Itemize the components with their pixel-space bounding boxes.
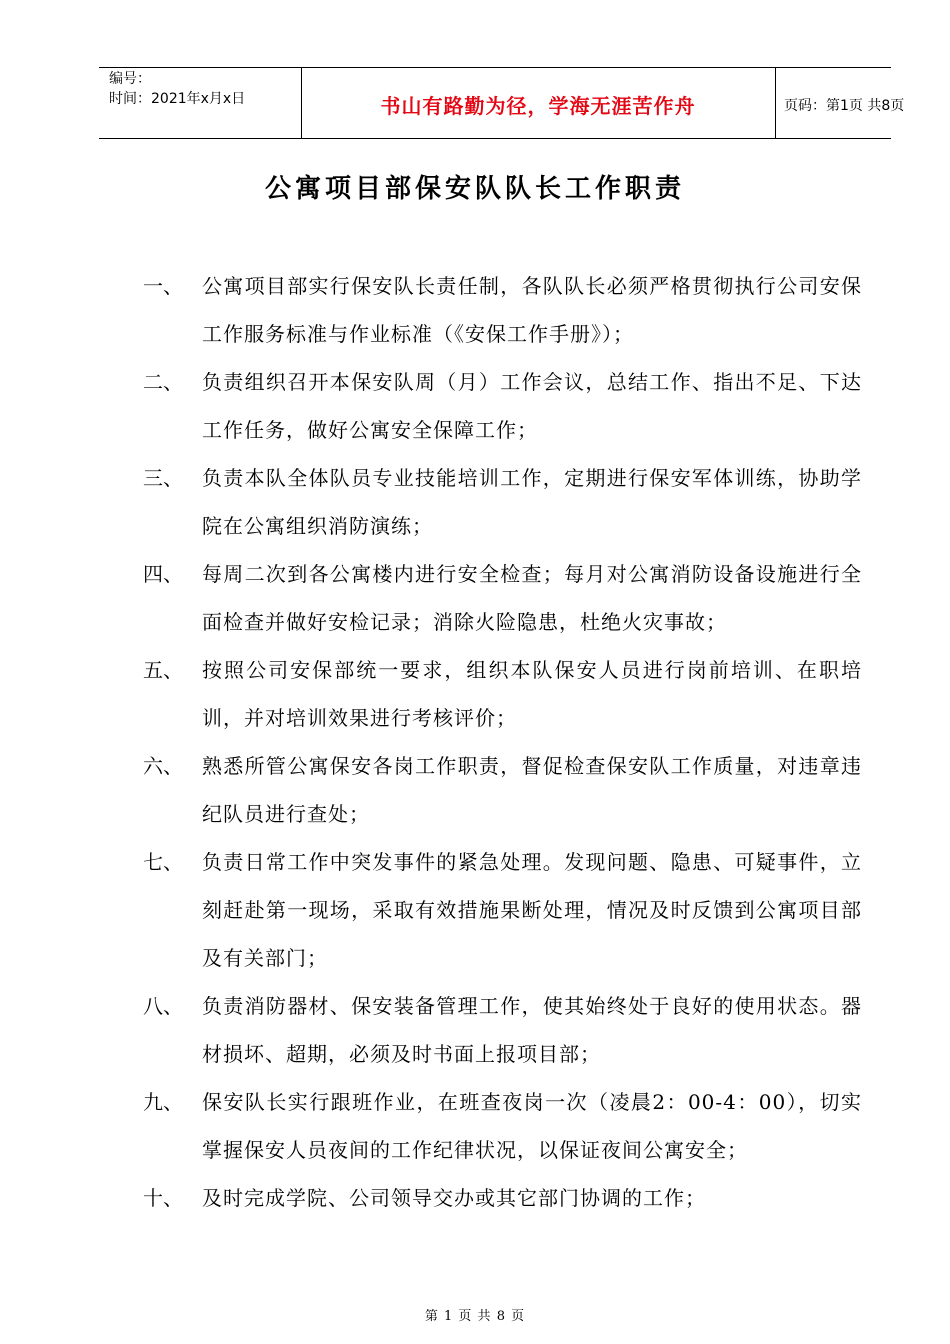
number-label: 编号： [109, 71, 151, 87]
item-number: 十、 [143, 1186, 183, 1210]
list-item [0, 550, 950, 646]
header-motto-cell [301, 68, 776, 138]
item-text: 负责日常工作中突发事件的紧急处理。发现问题、隐患、可疑事件，立刻赶赴第一现场，采取有效措施果断处理，情况及时反馈到公寓项目部及有关部门； [202, 850, 862, 970]
item-text: 每周二次到各公寓楼内进行安全检查；每月对公寓消防设备设施进行全面检查并做好安检记录；消除火险隐患，杜绝火灾事故； [202, 562, 862, 634]
motto-text: 书山有路勤为径，学海无涯苦作舟 [380, 94, 696, 118]
item-text: 负责组织召开本保安队周（月）工作会议，总结工作、指出不足、下达工作任务，做好公寓安全保障工作； [202, 370, 862, 442]
item-number: 九、 [143, 1090, 183, 1114]
list-item [0, 982, 950, 1078]
item-number: 四、 [143, 562, 183, 586]
item-text: 负责本队全体队员专业技能培训工作，定期进行保安军体训练，协助学院在公寓组织消防演练； [202, 466, 862, 538]
page-header [99, 67, 905, 139]
list-item [0, 646, 950, 742]
item-text: 按照公司安保部统一要求，组织本队保安人员进行岗前培训、在职培训，并对培训效果进行考核评价； [202, 658, 862, 730]
item-text: 负责消防器材、保安装备管理工作，使其始终处于良好的使用状态。器材损坏、超期，必须及时书面上报项目部； [202, 994, 862, 1066]
page-footer: 第 1 页 共 8 页 [424, 1309, 526, 1324]
item-text: 熟悉所管公寓保安各岗工作职责，督促检查保安队工作质量，对违章违纪队员进行查处； [202, 754, 862, 826]
item-number: 一、 [143, 274, 183, 298]
item-text: 保安队长实行跟班作业，在班查夜岗一次（凌晨2：00-4：00），切实掌握保安人员夜间的工作纪律状况，以保证夜间公寓安全； [202, 1090, 862, 1162]
list-item [0, 358, 950, 454]
item-text: 公寓项目部实行保安队长责任制，各队队长必须严格贯彻执行公司安保工作服务标准与作业标准（《安保工作手册》）； [202, 274, 862, 346]
item-number: 八、 [143, 994, 183, 1018]
list-item [0, 1078, 950, 1174]
item-number: 三、 [143, 466, 183, 490]
list-item [0, 454, 950, 550]
item-text: 及时完成学院、公司领导交办或其它部门协调的工作； [202, 1186, 706, 1210]
header-page-cell [776, 68, 905, 138]
date-label: 时间：2021年x月x日 [109, 91, 246, 107]
item-number: 二、 [143, 370, 183, 394]
item-number: 七、 [143, 850, 183, 874]
item-number: 五、 [143, 658, 183, 682]
list-item [0, 742, 950, 838]
page-info: 页码：第1页 共8页 [784, 98, 905, 114]
list-item [0, 262, 950, 358]
header-meta-cell [99, 68, 302, 138]
duty-list [0, 262, 950, 1222]
item-number: 六、 [143, 754, 183, 778]
list-item [0, 838, 950, 982]
document-title: 公寓项目部保安队队长工作职责 [264, 174, 685, 204]
list-item [0, 1174, 950, 1222]
